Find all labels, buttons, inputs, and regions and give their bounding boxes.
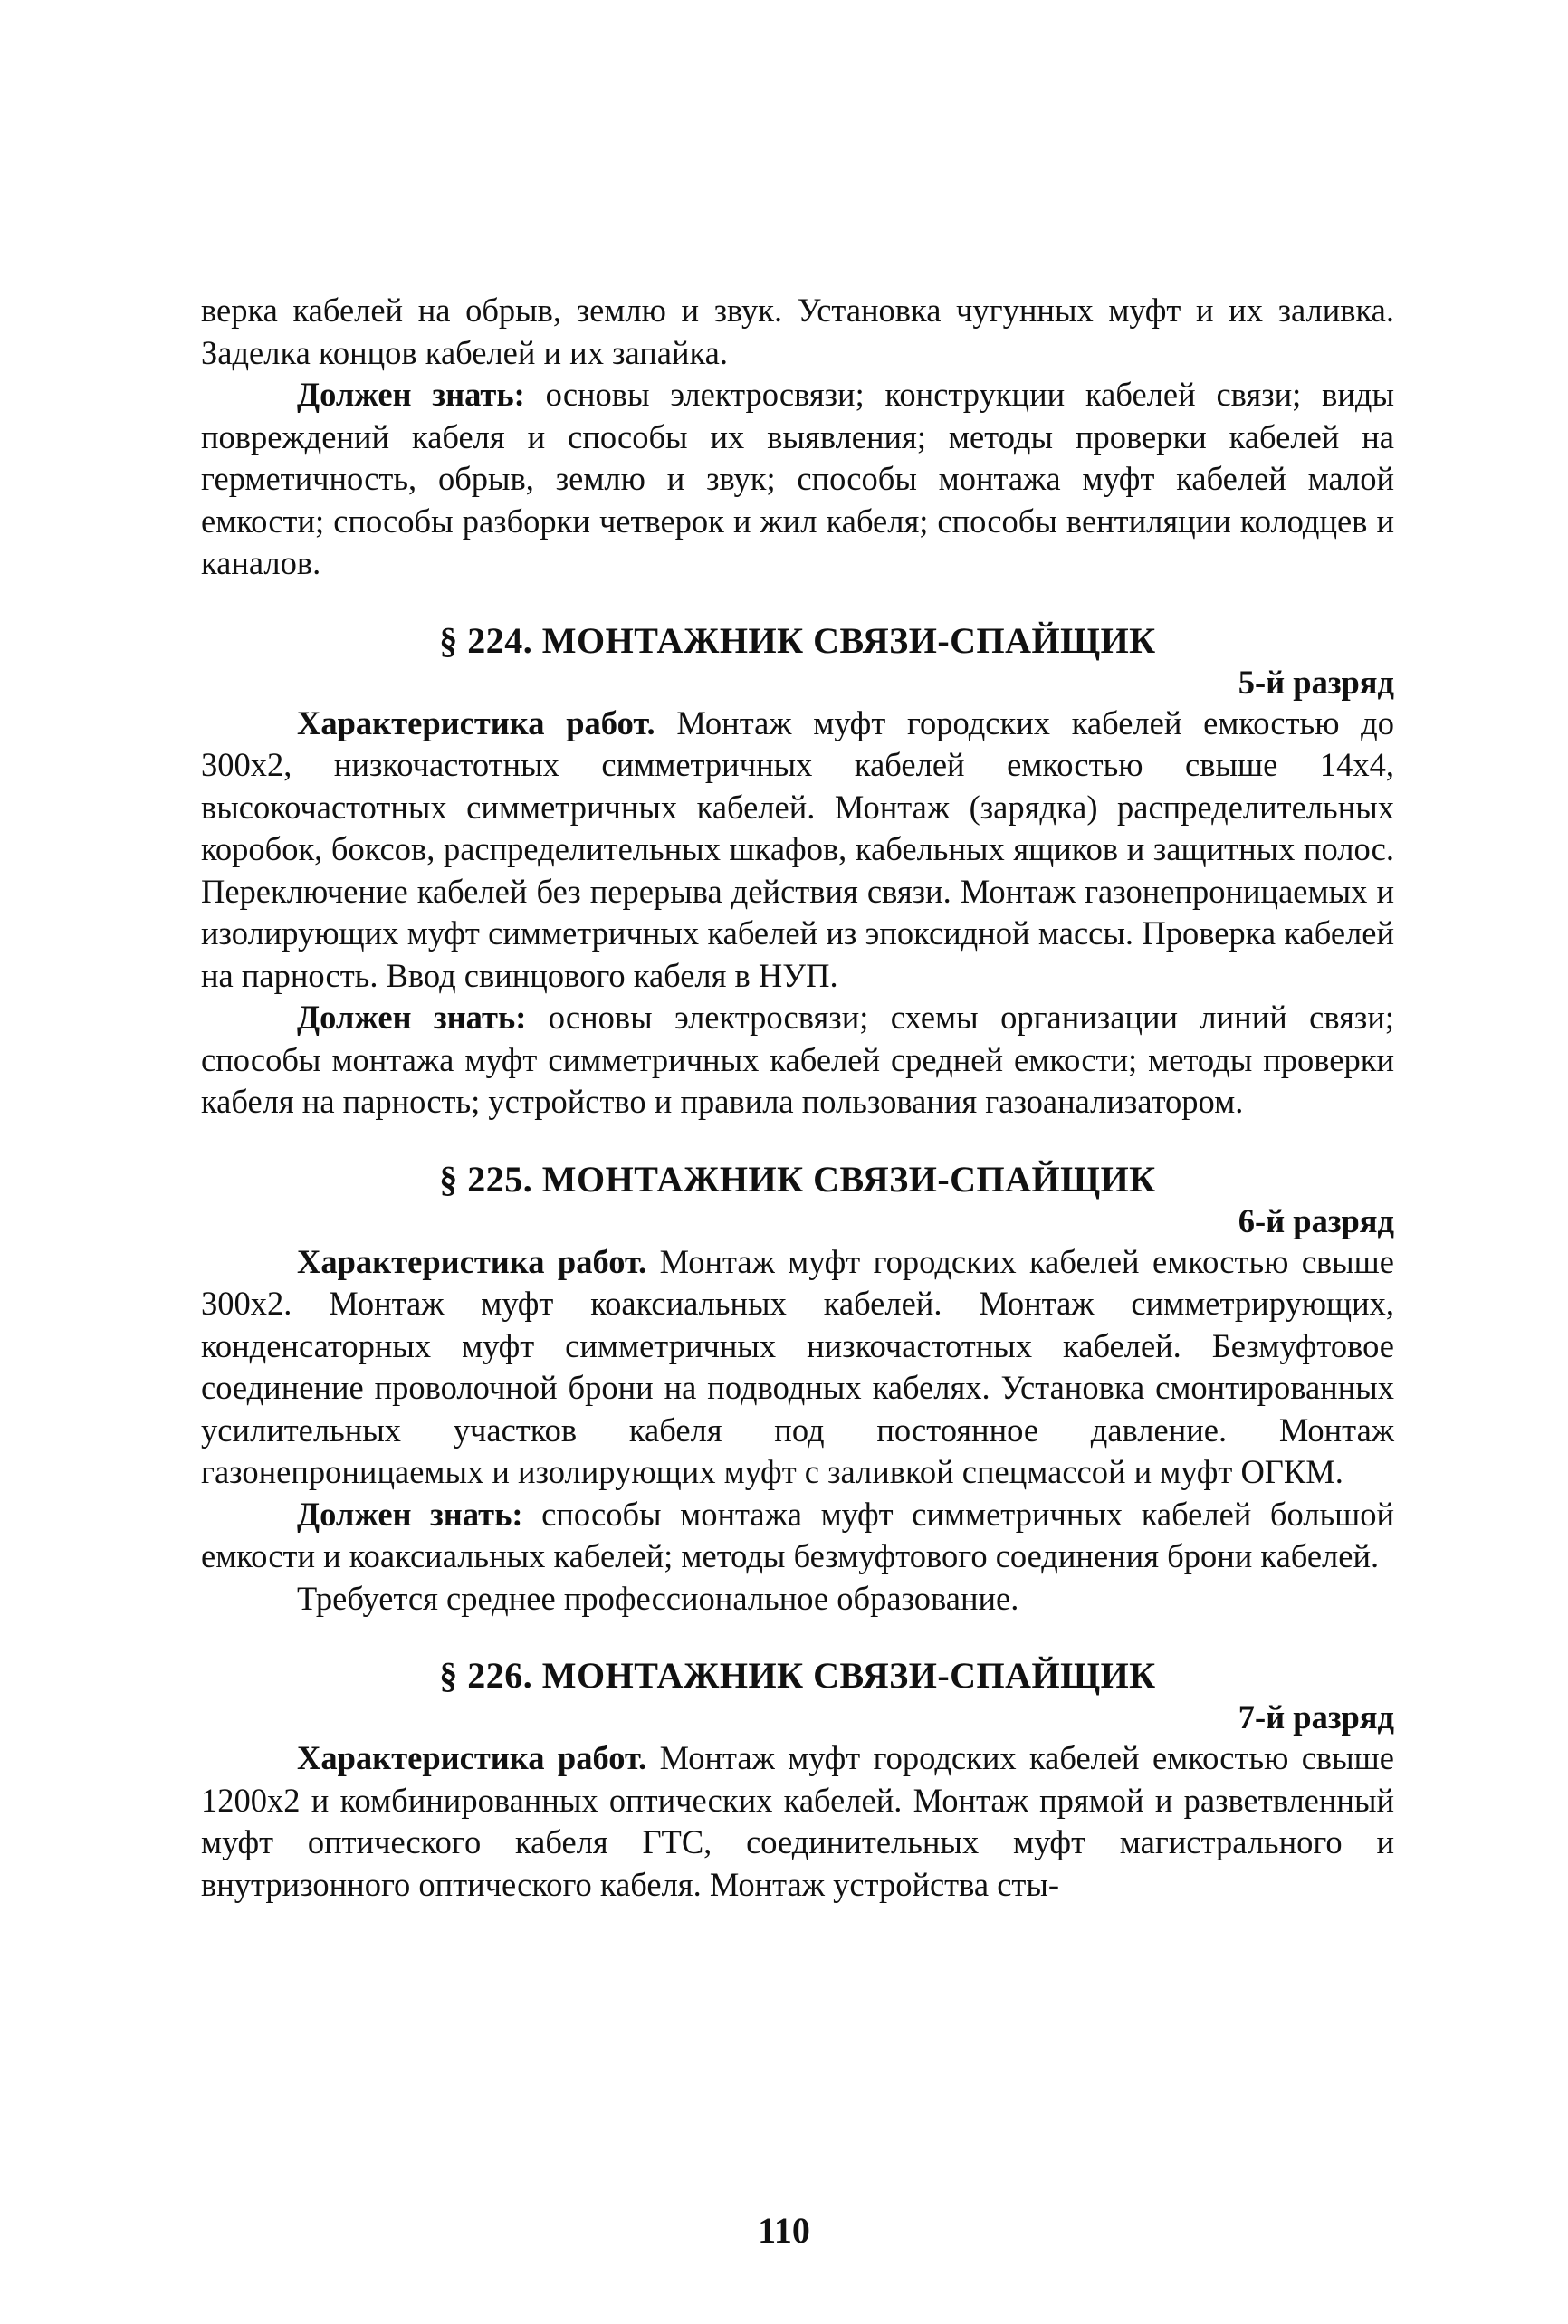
- characteristics-text: Монтаж муфт городских кабелей емкостью свыше 1200х2 и комбинированных оптических кабелей. Монтаж прямой и разветвленный муфт оптического кабеля ГТС, соединительных муфт магистрального и внутризонного оптического кабеля. Монтаж устройства сты-: [201, 1739, 1394, 1903]
- knowledge-text: основы электросвязи; схемы организации линий связи; способы монтажа муфт симметричных кабелей средней емкости; методы проверки кабеля на парность; устройство и правила пользования газоанализатором.: [201, 999, 1395, 1120]
- section-225-characteristics: [201, 1241, 1394, 1494]
- page-number: 110: [758, 2210, 810, 2251]
- section-226-characteristics: [201, 1737, 1394, 1906]
- knowledge-label: Должен знать:: [297, 376, 525, 413]
- section-226-grade: 7-й разряд: [1238, 1698, 1394, 1736]
- section-225-knowledge: [201, 1494, 1394, 1578]
- section-224-characteristics: [201, 703, 1394, 998]
- section-224-title: § 224. МОНТАЖНИК СВЯЗИ-СПАЙЩИК: [439, 619, 1156, 661]
- section-225-grade: 6-й разряд: [1238, 1201, 1394, 1239]
- document-page: [201, 290, 1394, 1906]
- knowledge-label: Должен знать:: [297, 1495, 523, 1533]
- section-224-grade: 5-й разряд: [1238, 663, 1394, 701]
- knowledge-label: Должен знать:: [297, 999, 527, 1036]
- section-225-note: Требуется среднее профессиональное образование.: [297, 1579, 1019, 1617]
- characteristics-label: Характеристика работ.: [297, 1739, 647, 1776]
- knowledge-paragraph: [201, 374, 1394, 585]
- section-226-title: § 226. МОНТАЖНИК СВЯЗИ-СПАЙЩИК: [439, 1655, 1156, 1696]
- knowledge-text: способы монтажа муфт симметричных кабелей большой емкости и коаксиальных кабелей; методы безмуфтового соединения брони кабелей.: [201, 1495, 1394, 1574]
- section-224-knowledge: [201, 997, 1394, 1124]
- characteristics-text: Монтаж муфт городских кабелей емкостью до 300х2, низкочастотных симметричных кабелей емкостью свыше 14х4, высокочастотных симметричных кабелей. Монтаж (зарядка) распределительных коробок, боксов, распределительных шкафов, кабельных ящиков и защитных полос. Переключение кабелей без перерыва действия связи. Монтаж газонепроницаемых и изолирующих муфт симметричных кабелей из эпоксидной массы. Проверка кабелей на парность. Ввод свинцового кабеля в НУП.: [201, 703, 1395, 994]
- continuation-paragraph: верка кабелей на обрыв, землю и звук. Установка чугунных муфт и их заливка. Заделка концов кабелей и их запайка.: [201, 292, 1394, 371]
- section-225-title: § 225. МОНТАЖНИК СВЯЗИ-СПАЙЩИК: [439, 1158, 1156, 1200]
- knowledge-text: основы электросвязи; конструкции кабелей связи; виды повреждений кабеля и способы их выявления; методы проверки кабелей на герметичность, обрыв, землю и звук; способы монтажа муфт кабелей малой емкости; способы разборки четверок и жил кабеля; способы вентиляции колодцев и каналов.: [201, 376, 1395, 581]
- characteristics-label: Характеристика работ.: [297, 703, 655, 741]
- characteristics-text: Монтаж муфт городских кабелей емкостью свыше 300х2. Монтаж муфт коаксиальных кабелей. Монтаж симметрирующих, конденсаторных муфт симметричных низкочастотных кабелей. Безмуфтовое соединение проволочной брони на подводных кабелях. Установка смонтированных усилительных участков кабеля под постоянное давление. Монтаж газонепроницаемых и изолирующих муфт с заливкой спецмассой и муфт ОГКМ.: [201, 1242, 1394, 1490]
- characteristics-label: Характеристика работ.: [297, 1242, 647, 1280]
